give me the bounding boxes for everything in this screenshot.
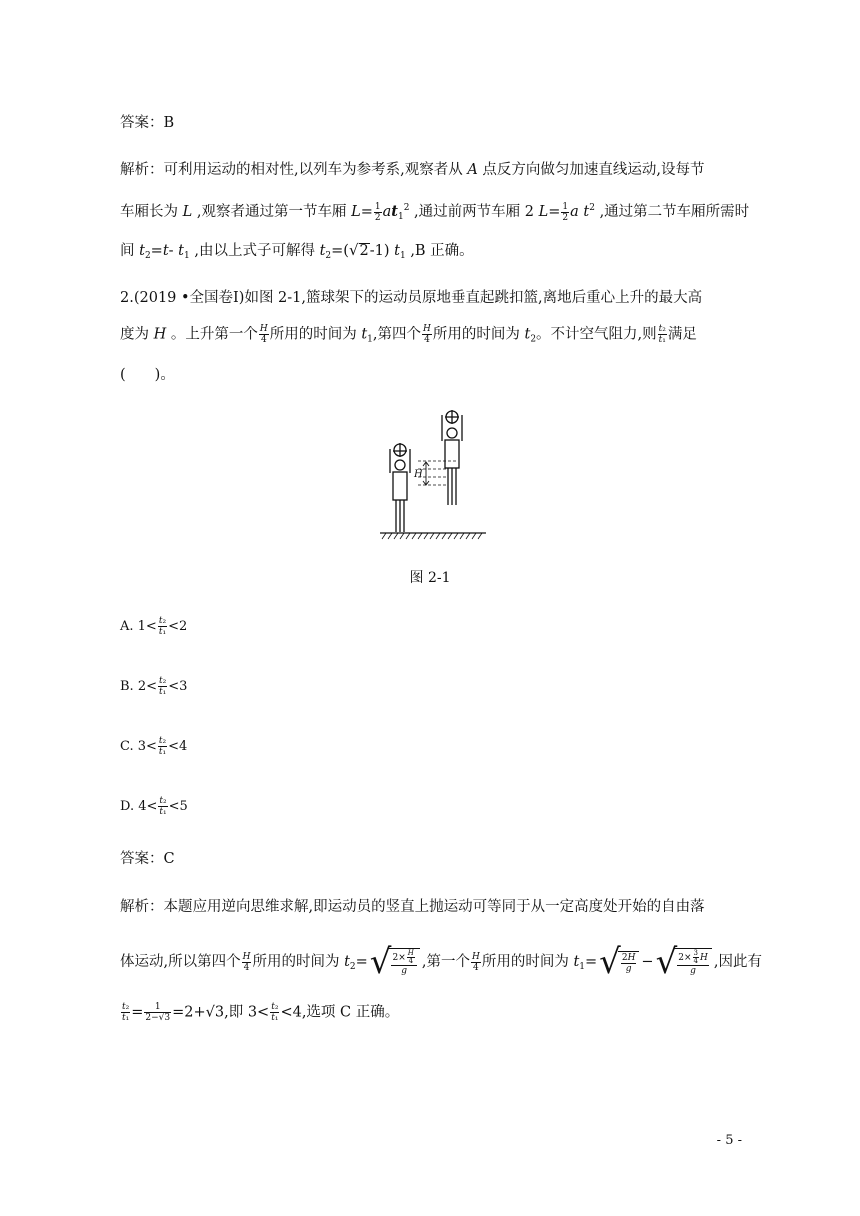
sqrt-2h4-g: √ 2× $\frac{H}{4}$ g (370, 945, 420, 979)
frac-1-2-sqrt3: $\frac{1}{2-√3}$ (145, 1002, 171, 1023)
analysis-1-line-2: 车厢长为 L ,观察者通过第一节车厢 L= $\frac{1}{2}$ $at_1^2$ ,通过前两节车厢 2 L= $\frac{1}{2}$ a $t^2$ ,通过第二节车厢所需时 (120, 201, 750, 223)
page-number: - 5 - (716, 1133, 742, 1148)
frac-t2-t1: $\frac{\text{t₂}}{\text{t₁}}$ (122, 1002, 130, 1023)
formula-2l: L= $\frac{1}{2}$ a $t^2$ (538, 201, 595, 223)
height-label: H (414, 469, 423, 480)
frac-h-4: $\frac{H}{4}$ (423, 324, 431, 345)
frac-h-4: $\frac{H}{4}$ (259, 324, 268, 345)
basketball-figure (378, 405, 488, 540)
analysis-2-line-3: $\frac{\text{t₂}}{\text{t₁}}$ = $\frac{1}{2-√3}$ =2+√3,即 3< $\frac{\text{t₂}}{\text{t₁}}$ <4,选项 C 正确。 (122, 1002, 400, 1023)
question-2-line-1: 2.(2019 •全国卷Ⅰ)如图 2-1,篮球架下的运动员原地垂直起跳扣篮,离地后重心上升的最大高 (120, 290, 703, 306)
frac-t2-t1: $\frac{\text{t₂}}{\text{t₁}}$ (271, 1002, 279, 1023)
analysis-1-line-3: 间 $t_2=t-$ $t_1$ ,由以上式子可解得 $t_2=(√2-1)$ $t_1$ ,B 正确。 (120, 241, 474, 261)
option-a: A. 1< $\frac{\text{t₂}}{\text{t₁}}$ <2 (120, 616, 188, 637)
frac-t2-t1: $\frac{\text{t₂}}{\text{t₁}}$ (658, 324, 666, 345)
analysis-2-line-2: 体运动,所以第四个 $\frac{H}{4}$ 所用的时间为 $t_2=√$ 2× $\frac{H}{4}$ g ,第一个 $\frac{H}{4}$ 所用的时间为 $t_1=√$ $\frac{2H}{g}$ −√ 2× $\frac{3}{4}$ H g ,因此有 (120, 942, 762, 982)
answer-1: 答案：B (120, 115, 175, 131)
sqrt-2h-g: √ $\frac{2H}{g}$ (599, 945, 639, 979)
analysis-1-line-1: 解析：可利用运动的相对性,以列车为参考系,观察者从 A 点反方向做匀加速直线运动,设每节 (120, 162, 705, 178)
question-2-line-3: ( )。 (120, 367, 175, 383)
formula-l: L= $\frac{1}{2}$ $at_1^2$ (351, 201, 410, 223)
frac-h-4: $\frac{H}{4}$ (242, 951, 251, 973)
analysis-2-line-1: 解析：本题应用逆向思维求解,即运动员的竖直上抛运动可等同于从一定高度处开始的自由落 (120, 899, 705, 915)
option-d: D. 4< $\frac{\text{t₂}}{\text{t₁}}$ <5 (120, 796, 188, 817)
option-c: C. 3< $\frac{\text{t₂}}{\text{t₁}}$ <4 (120, 736, 188, 757)
formula-result: $t_2=(√2-1)$ $t_1$ (319, 241, 406, 261)
formula-t2: $t_2=t-$ $t_1$ (139, 243, 190, 261)
frac-h-4: $\frac{H}{4}$ (471, 951, 480, 973)
option-b: B. 2< $\frac{\text{t₂}}{\text{t₁}}$ <3 (120, 676, 188, 697)
answer-2: 答案：C (120, 851, 175, 867)
sqrt-2-3h4-g: √ 2× $\frac{3}{4}$ H g (656, 945, 712, 979)
figure-caption: 图 2-1 (409, 570, 451, 586)
question-2-line-2: 度为 H 。上升第一个 $\frac{H}{4}$ 所用的时间为 $t_1$,第四个 $\frac{H}{4}$ 所用的时间为 $t_2$。不计空气阻力,则 $\frac{\text{t₂}}{\text{t₁}}$ 满足 (120, 324, 697, 345)
